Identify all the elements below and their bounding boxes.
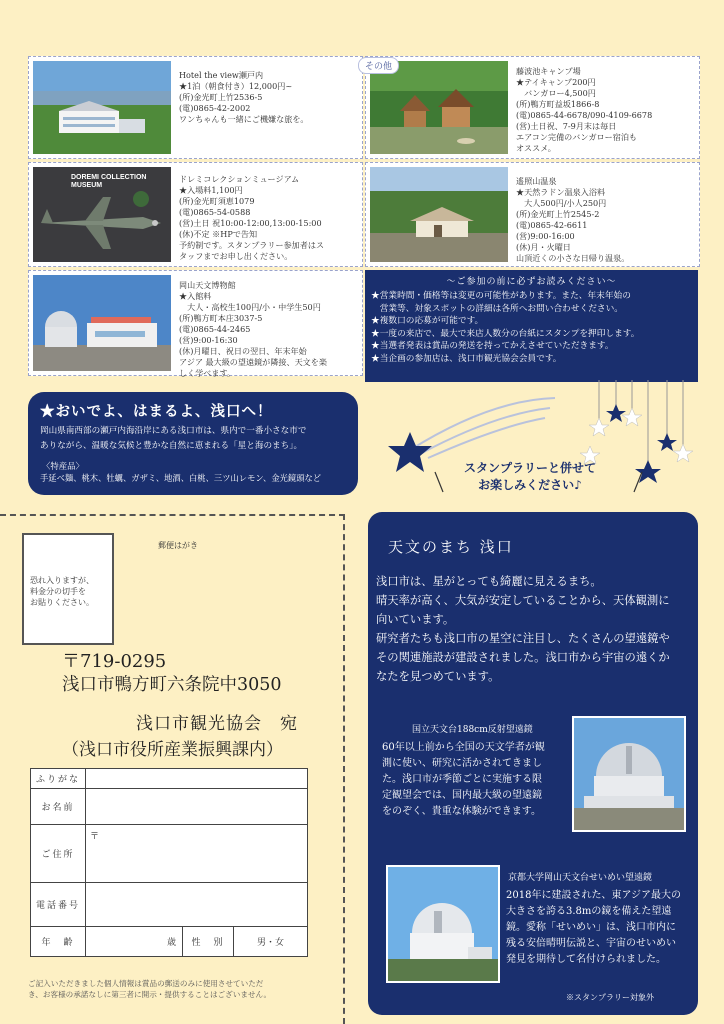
welcome-title: ★おいでよ、はまるよ、浅口へ！ [40, 403, 273, 420]
astronomy-intro: 向いています。 [376, 613, 455, 626]
astronomy-intro: その関連施設が建設されました。浅口市から宇宙の遠くか [376, 651, 670, 664]
address-field[interactable] [86, 825, 308, 883]
hanging-star-icon [589, 418, 609, 436]
facility-card-campground [365, 56, 700, 159]
facility-line: (電)0865-42-6611 [516, 220, 588, 230]
hot-spring-photo [370, 167, 508, 262]
facility-line: オススメ。 [516, 143, 556, 153]
facility-line: エアコン完備のバンガロー宿泊も [516, 132, 638, 142]
stamp-box [22, 533, 114, 645]
telescope2-desc: 残る安倍晴明伝説と、宇宙のせいめい [506, 938, 676, 949]
phone-label: 電話番号 [31, 883, 86, 927]
entry-form [30, 768, 308, 957]
stamp-note: 恐れ入りますが、 料金分の切手を お貼りください。 [30, 576, 94, 607]
address-label: ご住所 [31, 825, 86, 883]
facility-card-museum [28, 162, 363, 267]
telescope1-desc: 定観望会では、国内最大級の望遠鏡 [382, 790, 542, 801]
facility-line: (営)土日 祝10:00-12:00,13:00-15:00 [179, 218, 322, 228]
welcome-text: ありながら、温暖な気候と豊かな自然に恵まれる「星と海のまち」。 [40, 441, 303, 451]
facility-line: バンガロー4,500円 [516, 88, 596, 98]
facility-line: (所)金光町上竹2545-2 [516, 209, 600, 219]
svg-text:MUSEUM: MUSEUM [71, 182, 103, 189]
facility-line: ★入館料 [179, 291, 212, 301]
telescope1-desc: 測に使い、研究に活かされてきまし [382, 758, 542, 769]
facility-line: (営)9:00-16:00 [516, 231, 575, 241]
astronomy-intro: 浅口市は、星がとっても綺麗に見えるまち。 [376, 575, 602, 588]
sex-field[interactable] [234, 927, 308, 957]
welcome-text: 岡山県南西部の瀬戸内海沿岸にある浅口市は、県内で一番小さな市で [40, 426, 307, 436]
facility-line: (電)0865-44-2465 [179, 324, 251, 334]
facility-line: アジア 最大級の望遠鏡が隣接、天文を楽 [179, 357, 327, 367]
astronomy-intro: 晴天率が高く、大気が安定していることから、天体観測に [376, 594, 670, 607]
facility-line: ★入場料1,100円 [179, 185, 243, 195]
specialties-list: 手延べ麺、桃木、牡蠣、ガザミ、地酒、白桃、三ツ山レモン、金光鏡頭など [40, 473, 322, 483]
telescope2-desc: 大きさを誇る3.8mの鏡を備えた望遠 [506, 906, 672, 917]
facility-line: (電)0865-42-2002 [179, 103, 251, 113]
astronomy-intro: 研究者たちも浅口市の星空に注目し、たくさんの望遠鏡や [376, 632, 670, 645]
facility-line: ★天然ラドン温泉入浴料 [516, 187, 606, 197]
cut-line-horizontal [0, 514, 345, 516]
facility-name: 岡山天文博物館 [179, 280, 236, 290]
hanging-star-icon [657, 433, 677, 451]
facility-line: (所)金光町上竹2536-5 [179, 92, 263, 102]
facility-line: (営)9:00-16:30 [179, 335, 238, 345]
facility-line: 大人500円/小人250円 [516, 198, 607, 208]
facility-line: (電)0865-54-0588 [179, 207, 251, 217]
name-label: お名前 [31, 789, 86, 825]
facility-line: (所)金光町須恵1079 [179, 196, 255, 206]
facility-name: 遙照山温泉 [516, 176, 557, 186]
facility-name: Hotel the view瀬戸内 [179, 70, 264, 80]
facility-card-hotel [28, 56, 363, 159]
hanging-star-icon [673, 444, 693, 462]
telescope1-caption: 国立天文台188cm反射望遠鏡 [412, 725, 533, 735]
facility-line: ★1泊（朝食付き）12,000円~ [179, 81, 293, 91]
notice-item: ★当選者発表は賞品の発送を持ってかえさせていただきます。 [371, 341, 614, 351]
sex-options: 男・女 [256, 938, 284, 948]
hanging-star-icon [606, 404, 626, 422]
notice-heading: ～ご参加の前に必ずお読みください～ [446, 277, 617, 287]
postal-code: 〒719-0295 [62, 651, 167, 672]
telescope2-photo [386, 865, 500, 983]
postal-mark: 〒 [90, 832, 100, 842]
facility-line: (電)0865-44-6678/090-4109-6678 [516, 110, 653, 120]
recipient-office: （浅口市役所産業振興課内） [62, 740, 283, 760]
facility-card-hot-spring [365, 162, 700, 267]
facility-line: しく学べます。 [179, 368, 236, 378]
phone-field[interactable] [86, 883, 308, 927]
museum-photo-text: DOREMI COLLECTION [71, 174, 147, 181]
facility-line: ★テイキャンプ200円 [516, 77, 596, 87]
notice-item: ★複数口の応募が可能です。 [371, 316, 484, 326]
age-field[interactable] [86, 927, 183, 957]
telescope2-desc: 鏡。愛称「せいめい」は、浅口市内に [506, 922, 676, 933]
banner-line: お楽しみください♪ [478, 478, 582, 492]
telescope2-caption: 京都大学岡山天文台せいめい望遠鏡 [508, 873, 653, 883]
museum-airplane-photo [33, 167, 171, 262]
recipient-name: 浅口市観光協会 宛 [136, 714, 298, 734]
notice-item: ★当企画の参加店は、浅口市観光協会会員です。 [371, 353, 562, 364]
telescope1-desc: た。浅口市が季節ごとに実施する限 [382, 774, 542, 785]
age-unit: 歳 [166, 938, 176, 948]
facility-line: タッフまでお申し出ください。 [179, 251, 293, 261]
telescope1-desc: をのぞく、貴重な体験ができます。 [382, 806, 541, 817]
hanging-star-icon [622, 408, 642, 426]
participation-notice [365, 270, 698, 382]
privacy-notice [28, 978, 340, 1000]
facility-line: ワンちゃんも一緒にご機嫌な旅を。 [179, 114, 309, 124]
astronomy-intro: なたを見つめています。 [376, 670, 500, 683]
sex-label: 性 別 [183, 927, 234, 957]
facility-line: (所)鴨方町本庄3037-5 [179, 313, 263, 323]
notice-item: ★営業時間・価格等は変更の可能性があります。また、年末年始の [371, 291, 631, 301]
postcard-label: 郵便はがき [158, 541, 198, 550]
facility-line: 山頂近くの小さな日帰り温泉。 [516, 253, 630, 263]
stamp-rally-banner [430, 460, 630, 494]
facility-line: 予約制です。スタンプラリー参加者はス [179, 240, 325, 250]
hotel-aerial-photo [33, 61, 171, 154]
facility-name: ドレミコレクションミュージアム [179, 174, 300, 184]
furigana-field[interactable] [86, 769, 308, 789]
furigana-label: ふりがな [31, 769, 86, 789]
facility-line: (所)鴨方町益坂1866-8 [516, 99, 600, 109]
facility-card-astronomy-museum [28, 270, 363, 376]
category-tag-other: その他 [358, 57, 399, 74]
privacy-line: き、お客様の承諾なしに第三者に開示・提供することはございません。 [28, 990, 272, 999]
cut-line-vertical [343, 514, 345, 1024]
telescope2-desc: 2018年に建設された、東アジア最大の [506, 890, 682, 901]
privacy-line: ご記入いただきました個人情報は賞品の郵送のみに使用させていただ [28, 979, 264, 988]
notice-item: ★一度の来店で、最大で来店人数分の台紙にスタンプを押印します。 [371, 328, 640, 339]
facility-line: (休)不定 ※HPで告知 [179, 229, 258, 239]
name-field[interactable] [86, 789, 308, 825]
welcome-panel [28, 392, 358, 495]
astronomy-title: 天文のまち 浅口 [388, 538, 514, 556]
telescope2-desc: 発見を期待して名付けられました。 [506, 954, 666, 965]
campground-photo [370, 61, 508, 154]
excluded-note: ※スタンプラリー対象外 [566, 993, 654, 1002]
astronomy-panel [368, 512, 698, 1015]
facility-name: 藤波池キャンプ場 [516, 66, 581, 76]
recipient-address: 浅口市鴨方町六条院中3050 [62, 675, 282, 695]
telescope1-photo [572, 716, 686, 832]
notice-item: 営業等、対象スポットの詳細は各所へお問い合わせください。 [371, 303, 623, 314]
specialties-heading: 〈特産品〉 [42, 461, 84, 471]
age-label: 年 齢 [31, 927, 86, 957]
telescope1-desc: 60年以上前から全国の天文学者が観 [382, 742, 545, 753]
astronomy-museum-photo [33, 275, 171, 371]
banner-line: スタンプラリーと併せて [463, 461, 596, 475]
facility-line: (営)土日祝、7-9月末は毎日 [516, 121, 617, 131]
facility-line: (休)月曜日、祝日の翌日、年末年始 [179, 346, 307, 356]
facility-line: (休)月・火曜日 [516, 242, 571, 252]
facility-line: 大人・高校生100円/小・中学生50円 [179, 302, 321, 312]
